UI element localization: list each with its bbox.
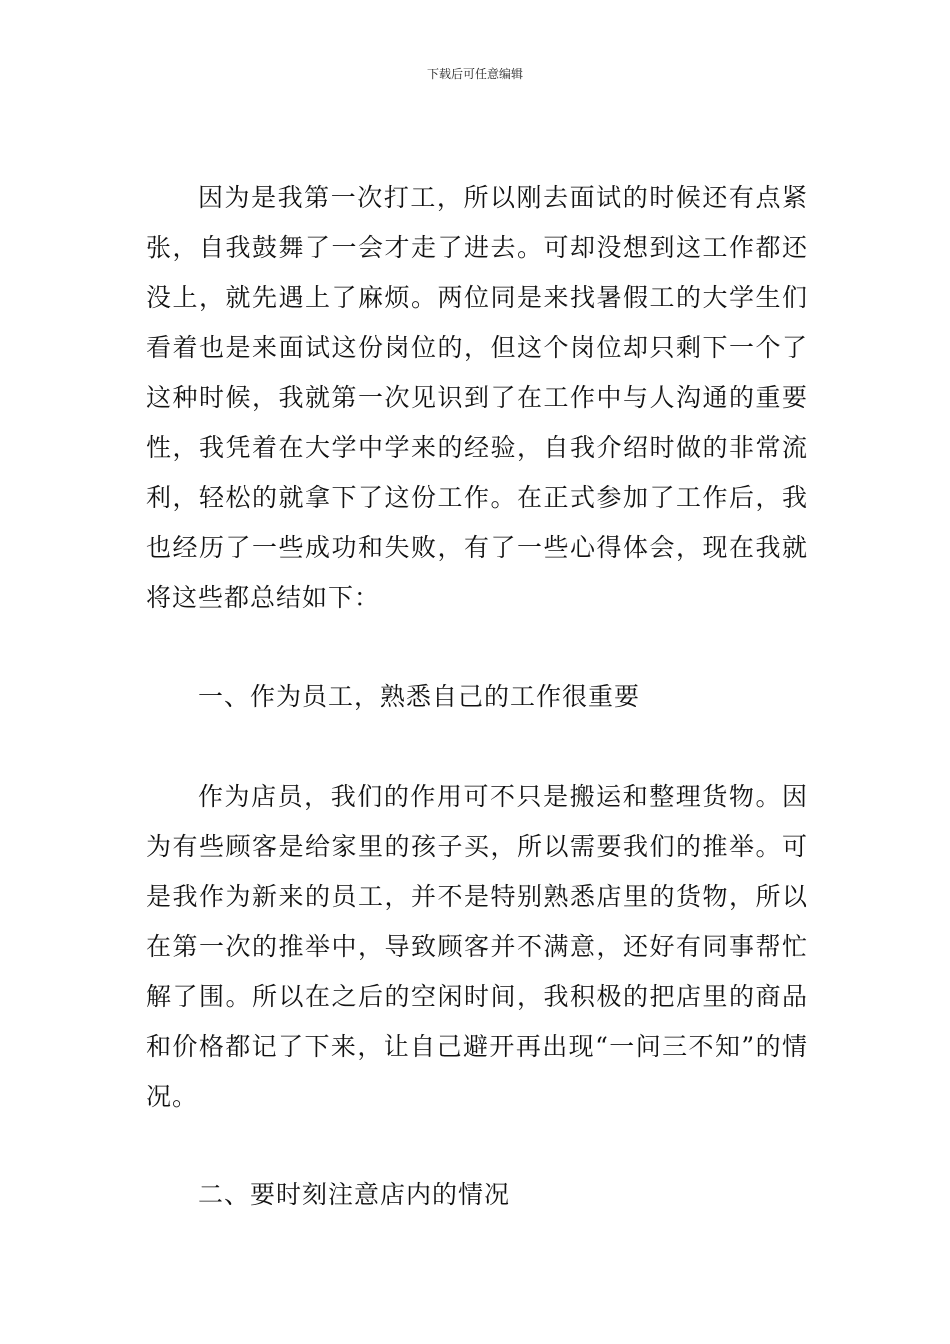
section-heading-2: 二、要时刻注意店内的情况 [198, 1180, 511, 1209]
paragraph-intro: 因为是我第一次打工，所以刚去面试的时候还有点紧张，自我鼓舞了一会才走了进去。可却没想到这工作都还没上，就先遇上了麻烦。两位同是来找暑假工的大学生们看着也是来面试这份岗位的，但这个岗位却只剩下一个了这种时候，我就第一次见识到了在工作中与人沟通的重要性，我凭着在大学中学来的经验，自我介绍时做的非常流利，轻松的就拿下了这份工作。在正式参加了工作后，我也经历了一些成功和失败，有了一些心得体会，现在我就将这些都总结如下： [146, 183, 808, 612]
header-note: 下载后可任意编辑 [426, 67, 523, 81]
paragraph-section-1: 作为店员，我们的作用可不只是搬运和整理货物。因为有些顾客是给家里的孩子买，所以需要我们的推举。可是我作为新来的员工，并不是特别熟悉店里的货物，所以在第一次的推举中，导致顾客并不满意，还好有同事帮忙解了围。所以在之后的空闲时间，我积极的把店里的商品和价格都记了下来，让自己避开再出现“一问三不知”的情况。 [146, 782, 808, 1111]
section-heading-1: 一、作为员工，熟悉自己的工作很重要 [198, 682, 641, 711]
